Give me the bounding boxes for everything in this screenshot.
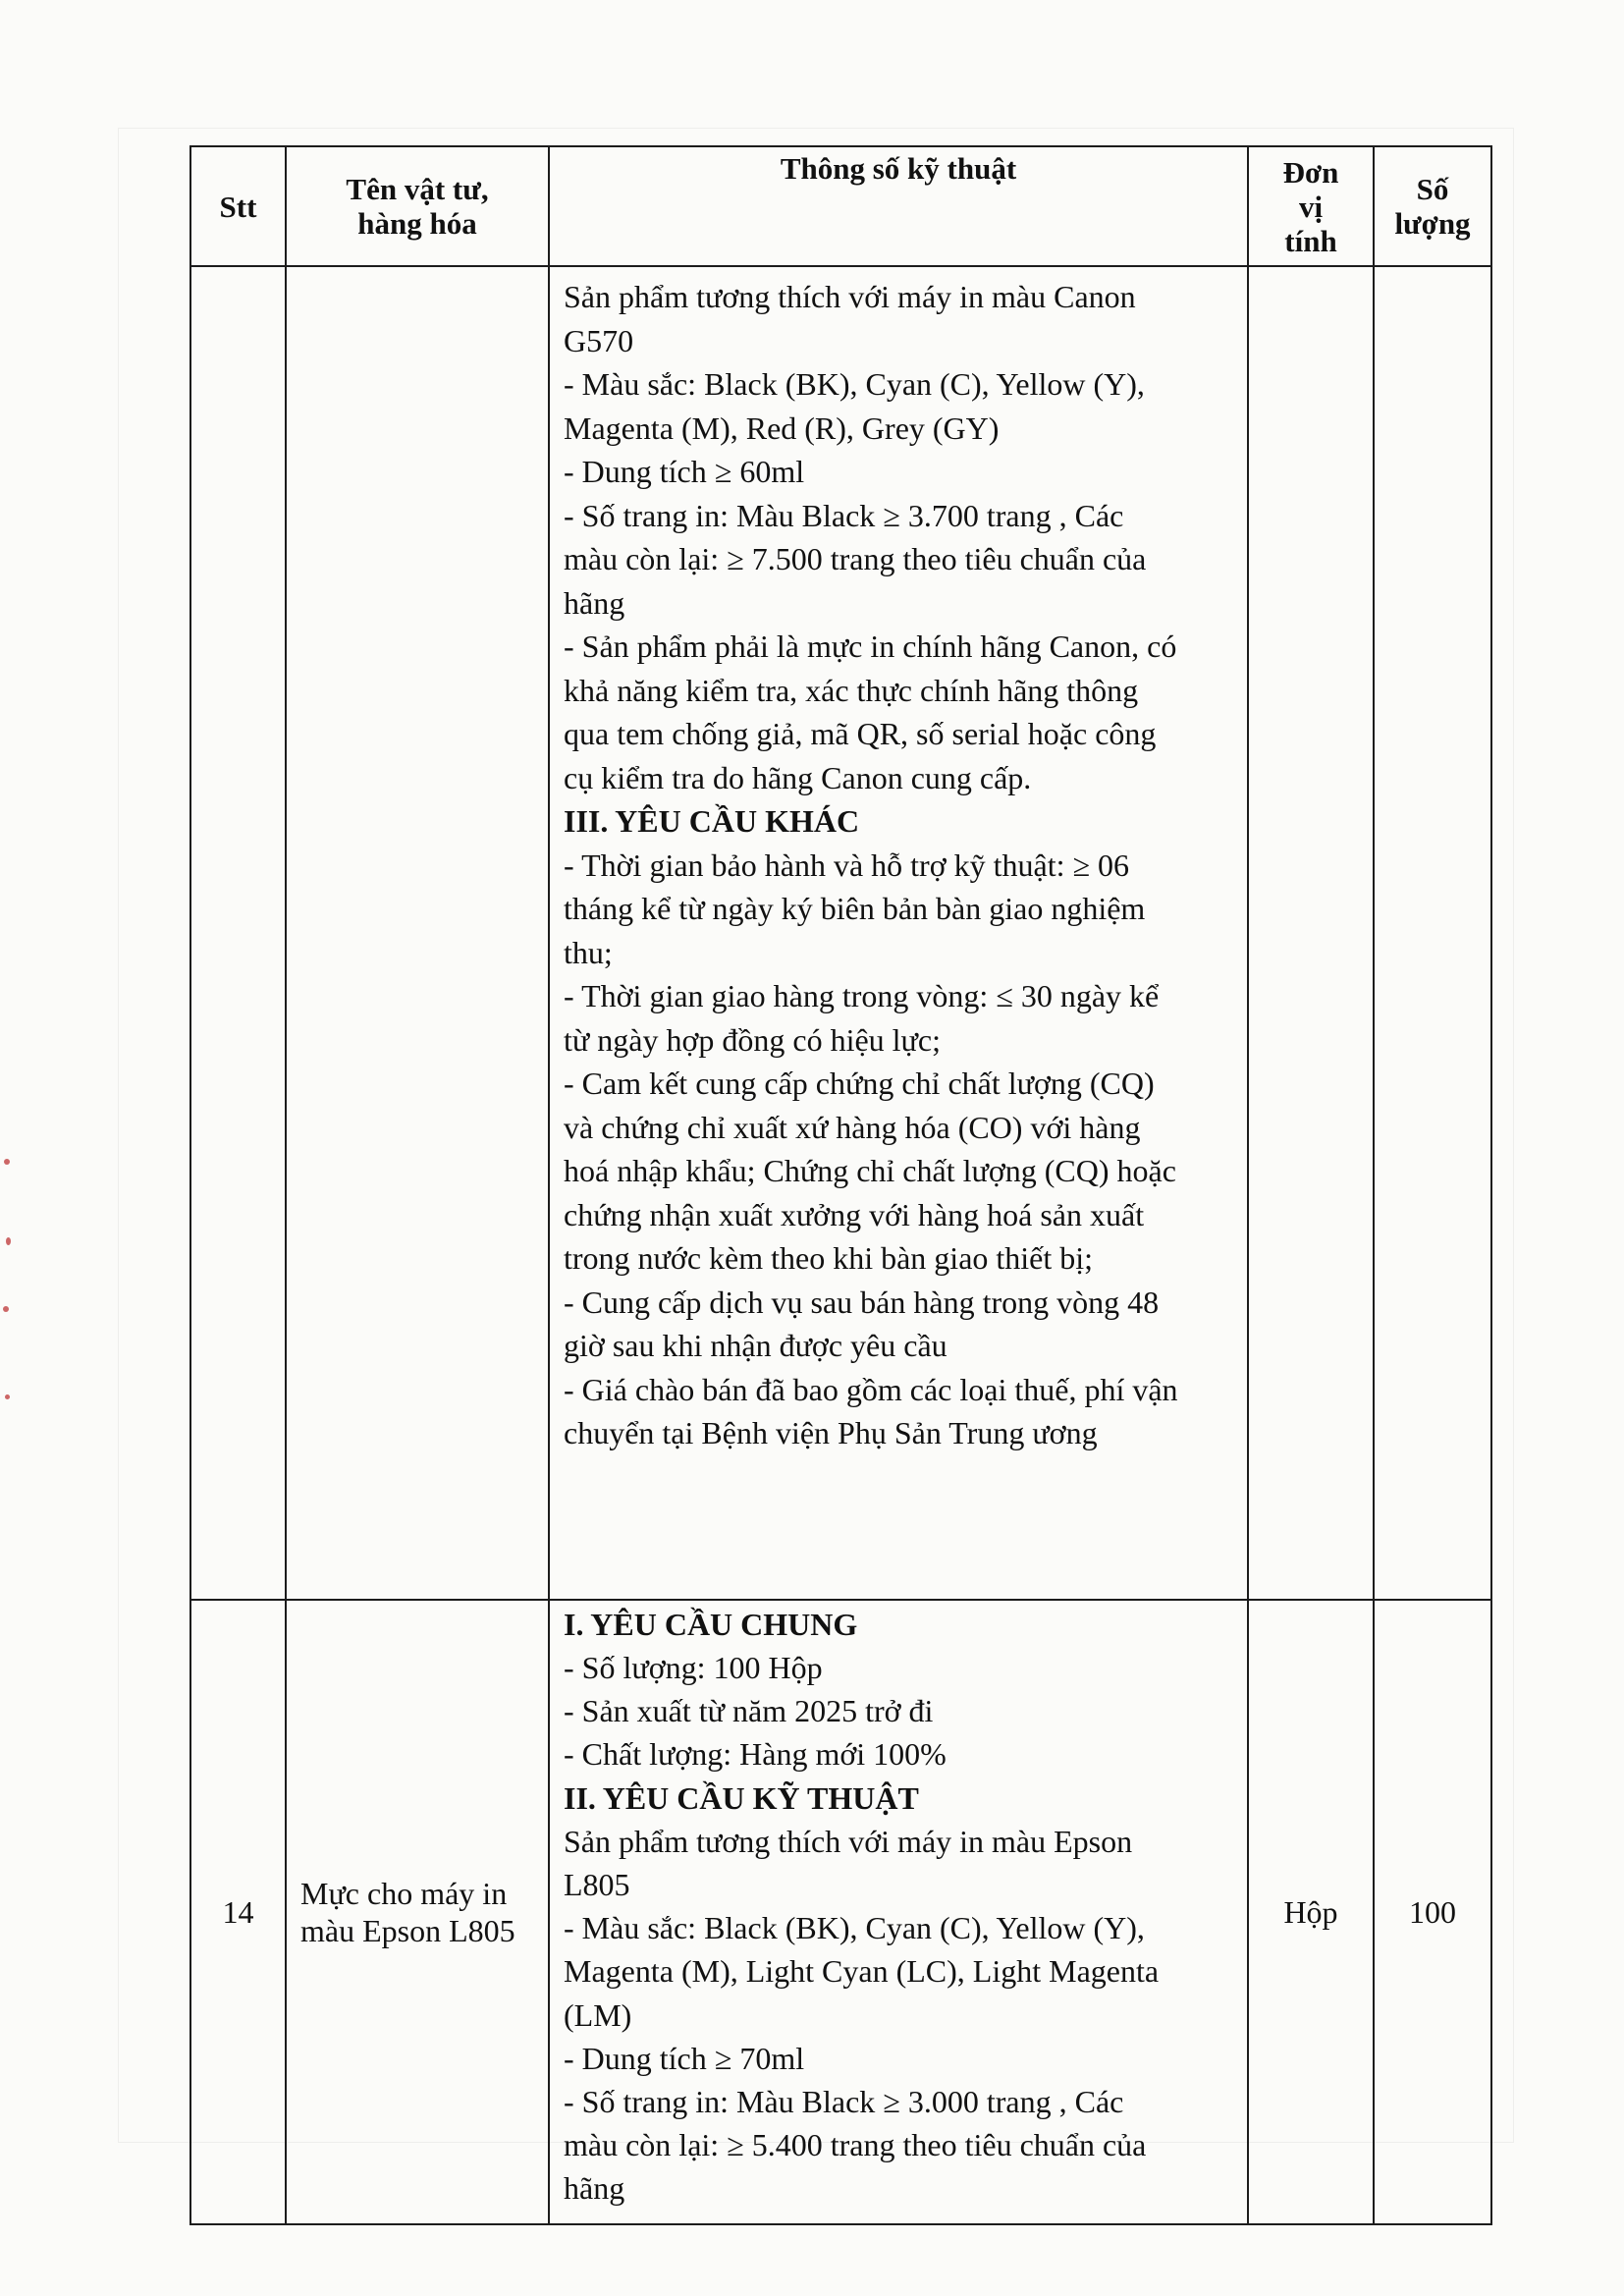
spec-line: và chứng chỉ xuất xứ hàng hóa (CO) với hàng <box>564 1109 1141 1145</box>
header-qty-line: lượng <box>1394 206 1471 241</box>
unit-cell <box>1248 266 1374 1600</box>
stt-cell <box>190 266 286 1600</box>
red-stamp-mark <box>5 1394 10 1399</box>
spec-line: - Giá chào bán đã bao gồm các loại thuế, phí vận <box>564 1371 1178 1407</box>
spec-line: Sản phẩm tương thích với máy in màu Canon <box>564 279 1136 314</box>
item-name-line: Mực cho máy in <box>300 1876 508 1911</box>
header-unit-line: Đơn <box>1282 154 1339 190</box>
spec-line: hãng <box>564 2170 625 2207</box>
table-row <box>190 266 1491 1600</box>
spec-line: G570 <box>564 322 634 358</box>
item-name-cell <box>286 1600 549 2224</box>
item-name-line: màu Epson L805 <box>300 1913 515 1948</box>
spec-line: cụ kiểm tra do hãng Canon cung cấp. <box>564 759 1032 795</box>
stt-cell: 14 <box>190 1600 286 2224</box>
header-name-line: Tên vật tư, <box>346 172 489 206</box>
header-spec: Thông số kỹ thuật <box>549 146 1248 266</box>
spec-line: màu còn lại: ≥ 5.400 trang theo tiêu chuẩn của <box>564 2127 1147 2163</box>
section-heading: III. YÊU CẦU KHÁC <box>564 803 860 839</box>
spec-line: Magenta (M), Light Cyan (LC), Light Magenta <box>564 1953 1160 1990</box>
spec-line: - Dung tích ≥ 60ml <box>564 454 805 489</box>
spec-cell <box>549 266 1248 1600</box>
spec-line: - Thời gian bảo hành và hỗ trợ kỹ thuật: ≥ 06 <box>564 847 1130 883</box>
spec-line: giờ sau khi nhận được yêu cầu <box>564 1328 947 1363</box>
spec-line: qua tem chống giả, mã QR, số serial hoặc công <box>564 716 1157 751</box>
spec-line: trong nước kèm theo khi bàn giao thiết bị; <box>564 1240 1094 1276</box>
red-stamp-mark <box>6 1237 11 1245</box>
header-name <box>286 146 549 266</box>
spec-line: - Màu sắc: Black (BK), Cyan (C), Yellow (Y), <box>564 1910 1145 1946</box>
quantity-cell <box>1374 266 1491 1600</box>
section-heading: II. YÊU CẦU KỸ THUẬT <box>564 1779 919 1816</box>
unit-cell: Hộp <box>1248 1600 1374 2224</box>
spec-line: màu còn lại: ≥ 7.500 trang theo tiêu chuẩn của <box>564 541 1147 576</box>
spec-line: khả năng kiểm tra, xác thực chính hãng thông <box>564 672 1139 708</box>
header-stt: Stt <box>190 146 286 266</box>
red-stamp-mark <box>4 1159 10 1165</box>
spec-line: - Số trang in: Màu Black ≥ 3.700 trang , Các <box>564 497 1124 533</box>
spec-line: tháng kể từ ngày ký biên bản bàn giao nghiệm <box>564 891 1146 926</box>
spec-line: Magenta (M), Red (R), Grey (GY) <box>564 410 1000 446</box>
header-name-line: hàng hóa <box>357 206 477 241</box>
spec-line: - Sản phẩm phải là mực in chính hãng Canon, có <box>564 629 1177 664</box>
header-qty <box>1374 146 1491 266</box>
section-heading: I. YÊU CẦU CHUNG <box>564 1607 858 1642</box>
spec-line: - Sản xuất từ năm 2025 trở đi <box>564 1693 934 1729</box>
spec-line: - Chất lượng: Hàng mới 100% <box>564 1736 947 1773</box>
header-unit-line: tính <box>1284 223 1337 258</box>
spec-line: - Cam kết cung cấp chứng chỉ chất lượng (CQ) <box>564 1066 1155 1101</box>
spec-line: hãng <box>564 584 625 621</box>
spec-line: - Cung cấp dịch vụ sau bán hàng trong vòng 48 <box>564 1284 1160 1320</box>
spec-line: - Màu sắc: Black (BK), Cyan (C), Yellow (Y), <box>564 366 1145 402</box>
spec-line: thu; <box>564 934 613 970</box>
spec-line: từ ngày hợp đồng có hiệu lực; <box>564 1021 941 1058</box>
item-name-cell <box>286 266 549 1600</box>
red-stamp-mark <box>3 1306 9 1312</box>
spec-line: chứng nhận xuất xưởng với hàng hoá sản xuất <box>564 1196 1145 1232</box>
spec-line: (LM) <box>564 1996 632 2033</box>
spec-line: - Số trang in: Màu Black ≥ 3.000 trang , Các <box>564 2083 1124 2119</box>
spec-table <box>189 145 1492 2225</box>
spec-line: - Dung tích ≥ 70ml <box>564 2040 805 2076</box>
spec-line: Sản phẩm tương thích với máy in màu Epson <box>564 1823 1133 1859</box>
spec-line: chuyển tại Bệnh viện Phụ Sản Trung ương <box>564 1415 1098 1450</box>
spec-line: - Thời gian giao hàng trong vòng: ≤ 30 ngày kể <box>564 978 1160 1013</box>
quantity-cell: 100 <box>1374 1600 1491 2224</box>
table-row <box>190 1600 1491 2224</box>
spec-line: - Số lượng: 100 Hộp <box>564 1650 823 1685</box>
header-qty-line: Số <box>1416 172 1449 206</box>
header-row <box>190 146 1491 266</box>
header-unit <box>1248 146 1374 266</box>
spec-cell <box>549 1600 1248 2224</box>
spec-line: hoá nhập khẩu; Chứng chỉ chất lượng (CQ) hoặc <box>564 1153 1176 1188</box>
header-unit-line: vị <box>1298 189 1324 224</box>
spec-line: L805 <box>564 1866 630 1902</box>
